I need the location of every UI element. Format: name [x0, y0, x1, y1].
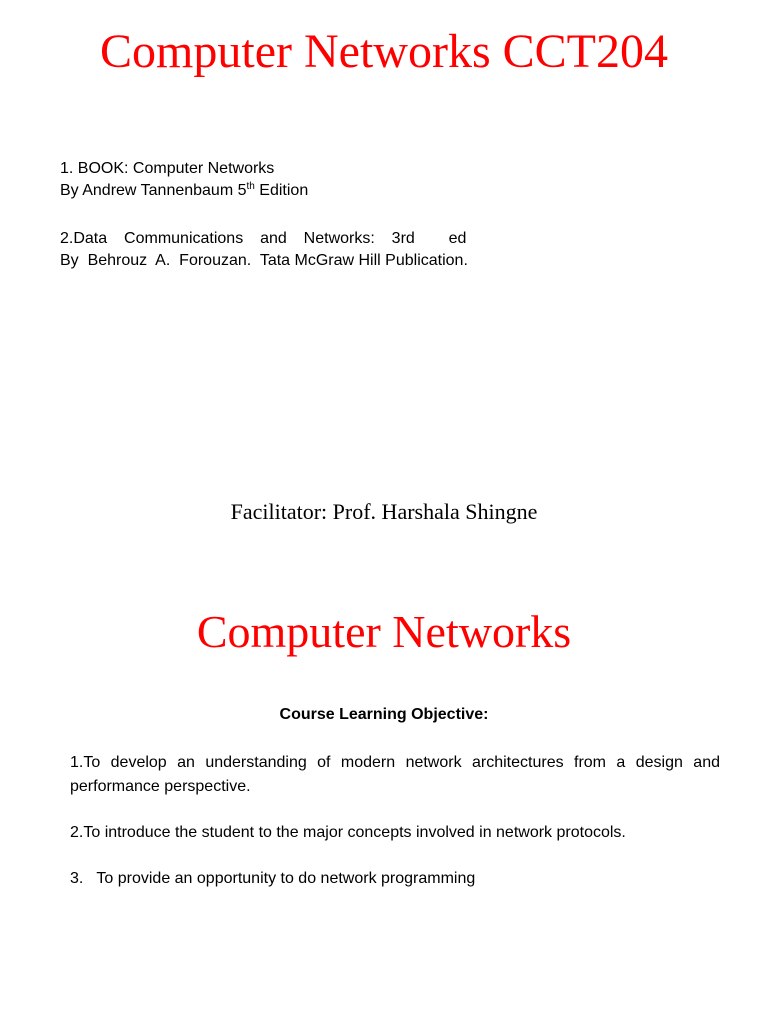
course-title: Computer Networks CCT204	[100, 25, 668, 78]
book-1-author	[60, 180, 468, 202]
objective-item: 2.To introduce the student to the major concepts involved in network protocols.	[70, 824, 626, 841]
book-1-author-text: By Andrew Tannenbaum 5	[60, 182, 247, 199]
edition-superscript: th	[246, 181, 255, 192]
book-1-title: 1. BOOK: Computer Networks	[60, 160, 275, 177]
objectives-list	[70, 751, 720, 913]
objective-item: 1.To develop an understanding of modern network architectures from a design and performance perspective.	[70, 754, 720, 795]
objectives-heading: Course Learning Objective:	[279, 706, 489, 723]
textbook-list	[60, 158, 468, 272]
objectives-slide-title: Computer Networks	[196, 606, 572, 657]
book-2-title: 2.Data Communications and Networks: 3rd ed	[60, 230, 467, 247]
facilitator-name: Facilitator: Prof. Harshala Shingne	[230, 499, 538, 524]
book-1-edition-suffix: Edition	[254, 182, 309, 199]
book-2-author: By Behrouz A. Forouzan. Tata McGraw Hill Publication.	[60, 252, 468, 269]
slide-objectives	[0, 580, 768, 1024]
objective-item: 3. To provide an opportunity to do network programming	[70, 870, 476, 887]
